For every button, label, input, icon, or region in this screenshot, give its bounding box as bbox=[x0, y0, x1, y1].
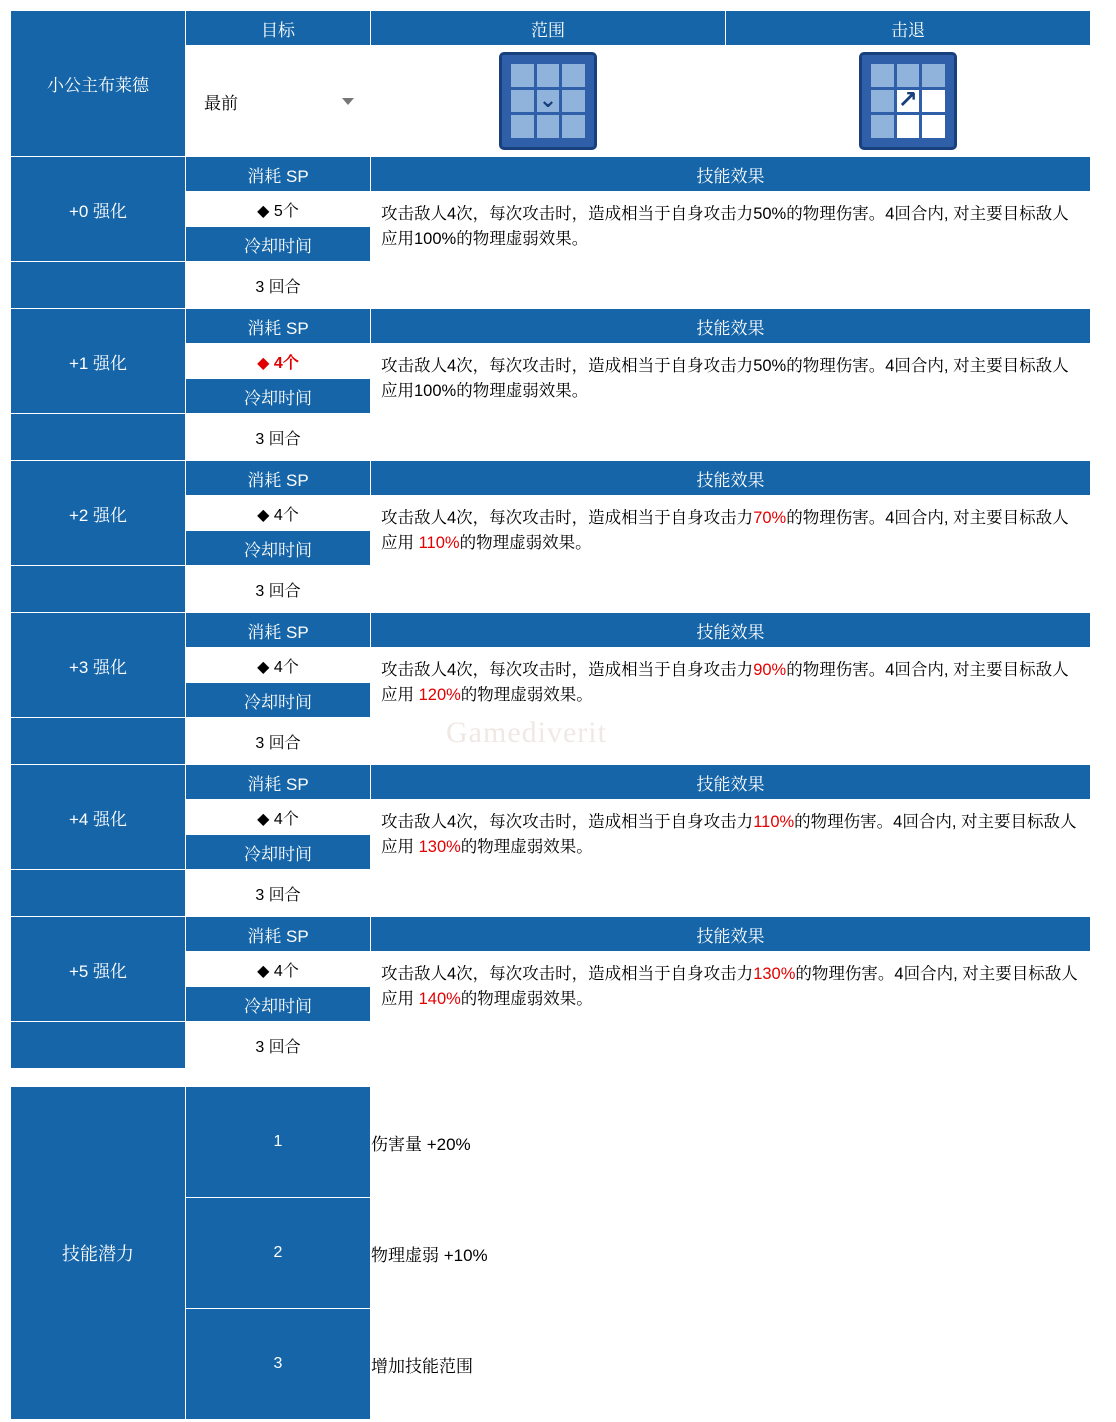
sp-value: ◆ 4个 bbox=[186, 952, 371, 987]
skill-effect-text: 攻击敌人4次，每次攻击时，造成相当于自身攻击力70%的物理伤害。4回合内, 对主要目标敌人应用 110%的物理虚弱效果。 bbox=[371, 496, 1091, 566]
level-row-header bbox=[11, 917, 1091, 952]
skill-effect-spacer bbox=[371, 262, 1091, 309]
cooldown-value: 3 回合 bbox=[186, 1022, 371, 1069]
watermark: Gamediverit bbox=[446, 716, 607, 749]
level-row-header bbox=[11, 309, 1091, 344]
range-icon-cell bbox=[371, 46, 726, 157]
skill-effect-spacer bbox=[371, 870, 1091, 917]
sp-value: ◆ 4个 bbox=[186, 496, 371, 531]
level-label-spacer bbox=[11, 1022, 186, 1069]
level-row-cooldown-value bbox=[11, 1022, 1091, 1069]
level-row-cooldown-value bbox=[11, 870, 1091, 917]
header-sp-cost: 消耗 SP bbox=[186, 309, 371, 344]
level-label-spacer bbox=[11, 566, 186, 613]
skill-effect-text: 攻击敌人4次，每次攻击时，造成相当于自身攻击力50%的物理伤害。4回合内, 对主要目标敌人应用100%的物理虚弱效果。 bbox=[371, 344, 1091, 414]
level-row-cooldown-value bbox=[11, 262, 1091, 309]
sp-value: ◆ 4个 bbox=[186, 344, 371, 379]
skill-effect-text: 攻击敌人4次，每次攻击时，造成相当于自身攻击力50%的物理伤害。4回合内, 对主要目标敌人应用100%的物理虚弱效果。 bbox=[371, 192, 1091, 262]
cooldown-label: 冷却时间 bbox=[186, 987, 371, 1022]
skill-effect-spacer bbox=[371, 566, 1091, 613]
level-label-spacer bbox=[11, 414, 186, 461]
potential-row bbox=[11, 1087, 726, 1198]
level-label: +1 强化 bbox=[11, 309, 186, 414]
cooldown-value: 3 回合 bbox=[186, 262, 371, 309]
level-row-cooldown-value bbox=[11, 414, 1091, 461]
sp-value: ◆ 4个 bbox=[186, 648, 371, 683]
header-skill-effect: 技能效果 bbox=[371, 765, 1091, 800]
level-row-cooldown-value bbox=[11, 718, 1091, 765]
potential-rank: 2 bbox=[186, 1198, 371, 1309]
knockback-direction-icon: ↗ bbox=[897, 86, 918, 114]
header-target: 目标 bbox=[186, 11, 371, 46]
level-row-cooldown-value bbox=[11, 566, 1091, 613]
level-label-spacer bbox=[11, 262, 186, 309]
header-skill-effect: 技能效果 bbox=[371, 461, 1091, 496]
potential-desc: 伤害量 +20% bbox=[371, 1087, 726, 1198]
cooldown-value: 3 回合 bbox=[186, 414, 371, 461]
skill-effect-text: 攻击敌人4次，每次攻击时，造成相当于自身攻击力130%的物理伤害。4回合内, 对主要目标敌人应用 140%的物理虚弱效果。 bbox=[371, 952, 1091, 1022]
cooldown-label: 冷却时间 bbox=[186, 227, 371, 262]
level-label: +3 强化 bbox=[11, 613, 186, 718]
header-skill-effect: 技能效果 bbox=[371, 309, 1091, 344]
skill-potential-table bbox=[10, 1086, 726, 1420]
skill-effect-spacer bbox=[371, 1022, 1091, 1069]
potential-label: 技能潜力 bbox=[11, 1087, 186, 1420]
potential-rank: 1 bbox=[186, 1087, 371, 1198]
potential-rank: 3 bbox=[186, 1309, 371, 1420]
cooldown-value: 3 回合 bbox=[186, 566, 371, 613]
level-label: +5 强化 bbox=[11, 917, 186, 1022]
target-select[interactable] bbox=[186, 46, 371, 157]
cooldown-label: 冷却时间 bbox=[186, 379, 371, 414]
sp-value: ◆ 4个 bbox=[186, 800, 371, 835]
header-sp-cost: 消耗 SP bbox=[186, 765, 371, 800]
header-sp-cost: 消耗 SP bbox=[186, 157, 371, 192]
header-skill-effect: 技能效果 bbox=[371, 917, 1091, 952]
level-label: +2 强化 bbox=[11, 461, 186, 566]
level-label-spacer bbox=[11, 870, 186, 917]
character-name: 小公主布莱德 bbox=[11, 11, 186, 157]
header-sp-cost: 消耗 SP bbox=[186, 917, 371, 952]
chevron-down-icon bbox=[342, 98, 354, 105]
cooldown-label: 冷却时间 bbox=[186, 835, 371, 870]
level-row-header bbox=[11, 157, 1091, 192]
skill-effect-spacer bbox=[371, 414, 1091, 461]
header-skill-effect: 技能效果 bbox=[371, 613, 1091, 648]
header-sp-cost: 消耗 SP bbox=[186, 461, 371, 496]
skill-effect-text: 攻击敌人4次，每次攻击时，造成相当于自身攻击力90%的物理伤害。4回合内, 对主要目标敌人应用 120%的物理虚弱效果。 bbox=[371, 648, 1091, 718]
header-sp-cost: 消耗 SP bbox=[186, 613, 371, 648]
range-grid-icon bbox=[499, 52, 597, 150]
knockback-grid-icon bbox=[859, 52, 957, 150]
header-knockback: 击退 bbox=[726, 11, 1091, 46]
cooldown-label: 冷却时间 bbox=[186, 683, 371, 718]
level-label: +4 强化 bbox=[11, 765, 186, 870]
skill-effect-text: 攻击敌人4次，每次攻击时，造成相当于自身攻击力110%的物理伤害。4回合内, 对主要目标敌人应用 130%的物理虚弱效果。 bbox=[371, 800, 1091, 870]
table-header-row bbox=[11, 11, 1091, 46]
sp-value: ◆ 5个 bbox=[186, 192, 371, 227]
level-row-header bbox=[11, 461, 1091, 496]
skill-effect-spacer bbox=[371, 718, 1091, 765]
skill-table bbox=[10, 10, 1091, 1069]
header-skill-effect: 技能效果 bbox=[371, 157, 1091, 192]
cooldown-value: 3 回合 bbox=[186, 870, 371, 917]
cooldown-value: 3 回合 bbox=[186, 718, 371, 765]
cooldown-label: 冷却时间 bbox=[186, 531, 371, 566]
target-select-value: 最前 bbox=[204, 93, 238, 113]
header-range: 范围 bbox=[371, 11, 726, 46]
level-row-header bbox=[11, 765, 1091, 800]
range-direction-icon: ⌄ bbox=[538, 86, 558, 112]
potential-desc: 物理虚弱 +10% bbox=[371, 1198, 726, 1309]
level-label-spacer bbox=[11, 718, 186, 765]
level-row-header bbox=[11, 613, 1091, 648]
potential-desc: 增加技能范围 bbox=[371, 1309, 726, 1420]
level-label: +0 强化 bbox=[11, 157, 186, 262]
knockback-icon-cell bbox=[726, 46, 1091, 157]
